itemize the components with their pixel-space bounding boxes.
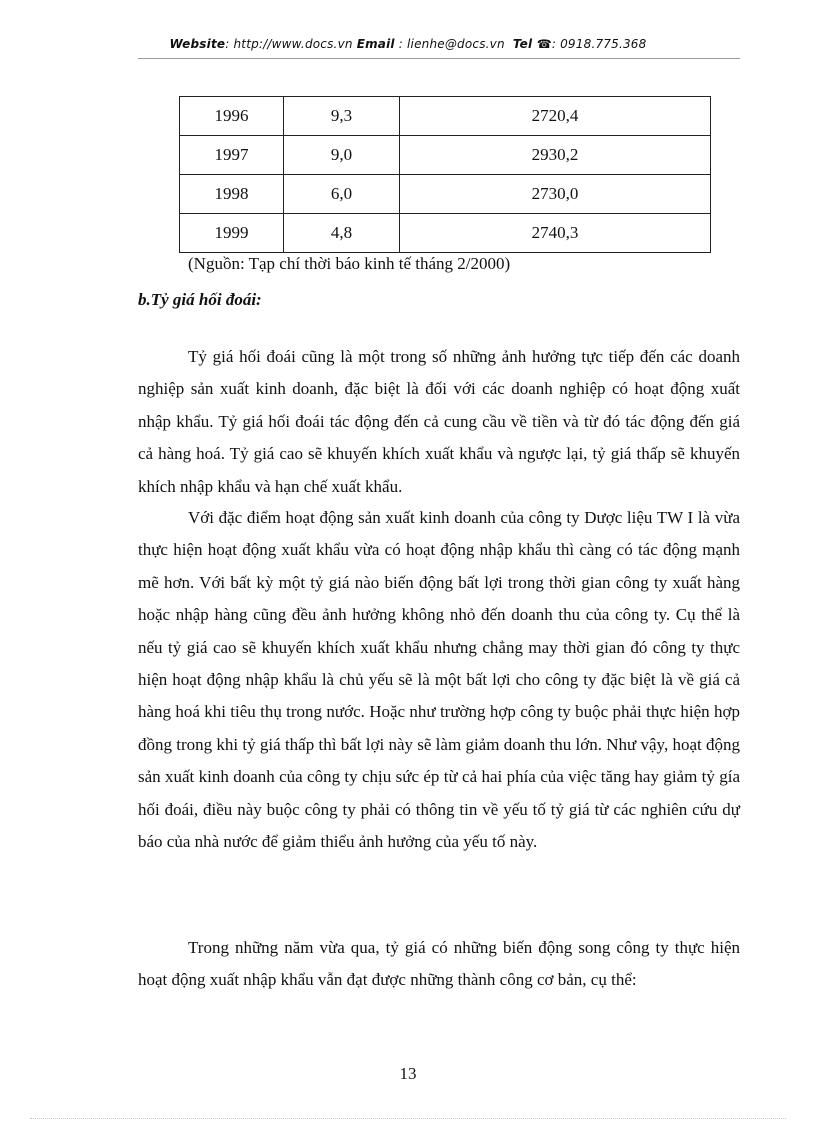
footer-divider xyxy=(30,1118,786,1119)
value-cell: 2930,2 xyxy=(400,136,711,175)
paragraph: Trong những năm vừa qua, tỷ giá có những biến động song công ty thực hiện hoạt động xuất nhập khẩu vẫn đạt được những thành công cơ bản, cụ thể: xyxy=(138,938,740,990)
email-label: Email xyxy=(356,37,395,51)
value-cell: 2730,0 xyxy=(400,175,711,214)
year-cell: 1998 xyxy=(180,175,284,214)
header-divider xyxy=(138,58,740,59)
table-row xyxy=(180,175,711,214)
table-row xyxy=(180,97,711,136)
email-value: : lienhe@docs.vn xyxy=(398,37,505,51)
value-cell: 2740,3 xyxy=(400,214,711,253)
year-cell: 1999 xyxy=(180,214,284,253)
tel-value: : 0918.775.368 xyxy=(551,37,647,51)
table-row xyxy=(180,136,711,175)
rate-cell: 6,0 xyxy=(284,175,400,214)
source-note: (Nguồn: Tạp chí thời báo kinh tế tháng 2/2000) xyxy=(188,254,511,273)
rate-cell: 9,3 xyxy=(284,97,400,136)
table-row xyxy=(180,214,711,253)
data-table xyxy=(179,96,711,253)
section-heading: b.Tỷ giá hối đoái: xyxy=(138,290,262,309)
page-header xyxy=(0,37,816,51)
paragraph: Với đặc điểm hoạt động sản xuất kinh doanh của công ty Dược liệu TW I là vừa thực hiện hoạt động xuất khẩu vừa có hoạt động nhập khẩu thì càng có tác động mạnh mẽ hơn. Với bất kỳ một tỷ giá nào biến động bất lợi trong thời gian công ty xuất hàng hoặc nhập hàng cũng đều ảnh hưởng không nhỏ đến doanh thu của công ty. Cụ thể là nếu tỷ giá cao sẽ khuyến khích xuất khẩu nhưng chẳng may thời gian đó công ty thực hiện hoạt động nhập khẩu là chủ yếu sẽ là một bất lợi cho công ty đặc biệt là về giá cả hàng hoá khi tiêu thụ trong nước. Hoặc như trường hợp công ty buộc phải thực hiện hợp đồng trong khi tỷ giá thấp thì bất lợi này sẽ làm giảm doanh thu lớn. Như vậy, hoạt động sản xuất kinh doanh của công ty chịu sức ép từ cả hai phía của việc tăng hay giảm tỷ gía hối đoái, điều này buộc công ty phải có thông tin về yếu tố tỷ giá từ các nghiên cứu dự báo của nhà nước để giảm thiểu ảnh hưởng của yếu tố này. xyxy=(138,508,740,852)
website-value: : http://www.docs.vn xyxy=(225,37,353,51)
year-cell: 1997 xyxy=(180,136,284,175)
tel-label: Tel ☎ xyxy=(512,37,552,51)
year-cell: 1996 xyxy=(180,97,284,136)
rate-cell: 4,8 xyxy=(284,214,400,253)
paragraph: Tỷ giá hối đoái cũng là một trong số những ảnh hưởng tực tiếp đến các doanh nghiệp sản xuất kinh doanh, đặc biệt là đối với các doanh nghiệp có hoạt động xuất nhập khẩu. Tỷ giá hối đoái tác động đến cả cung cầu về tiền và từ đó tác động đến giá cả hàng hoá. Tỷ giá cao sẽ khuyến khích xuất khẩu và ngược lại, tỷ giá thấp sẽ khuyến khích nhập khẩu và hạn chế xuất khẩu. xyxy=(138,347,740,496)
value-cell: 2720,4 xyxy=(400,97,711,136)
page-number: 13 xyxy=(399,1064,417,1083)
website-label: Website xyxy=(169,37,226,51)
rate-cell: 9,0 xyxy=(284,136,400,175)
